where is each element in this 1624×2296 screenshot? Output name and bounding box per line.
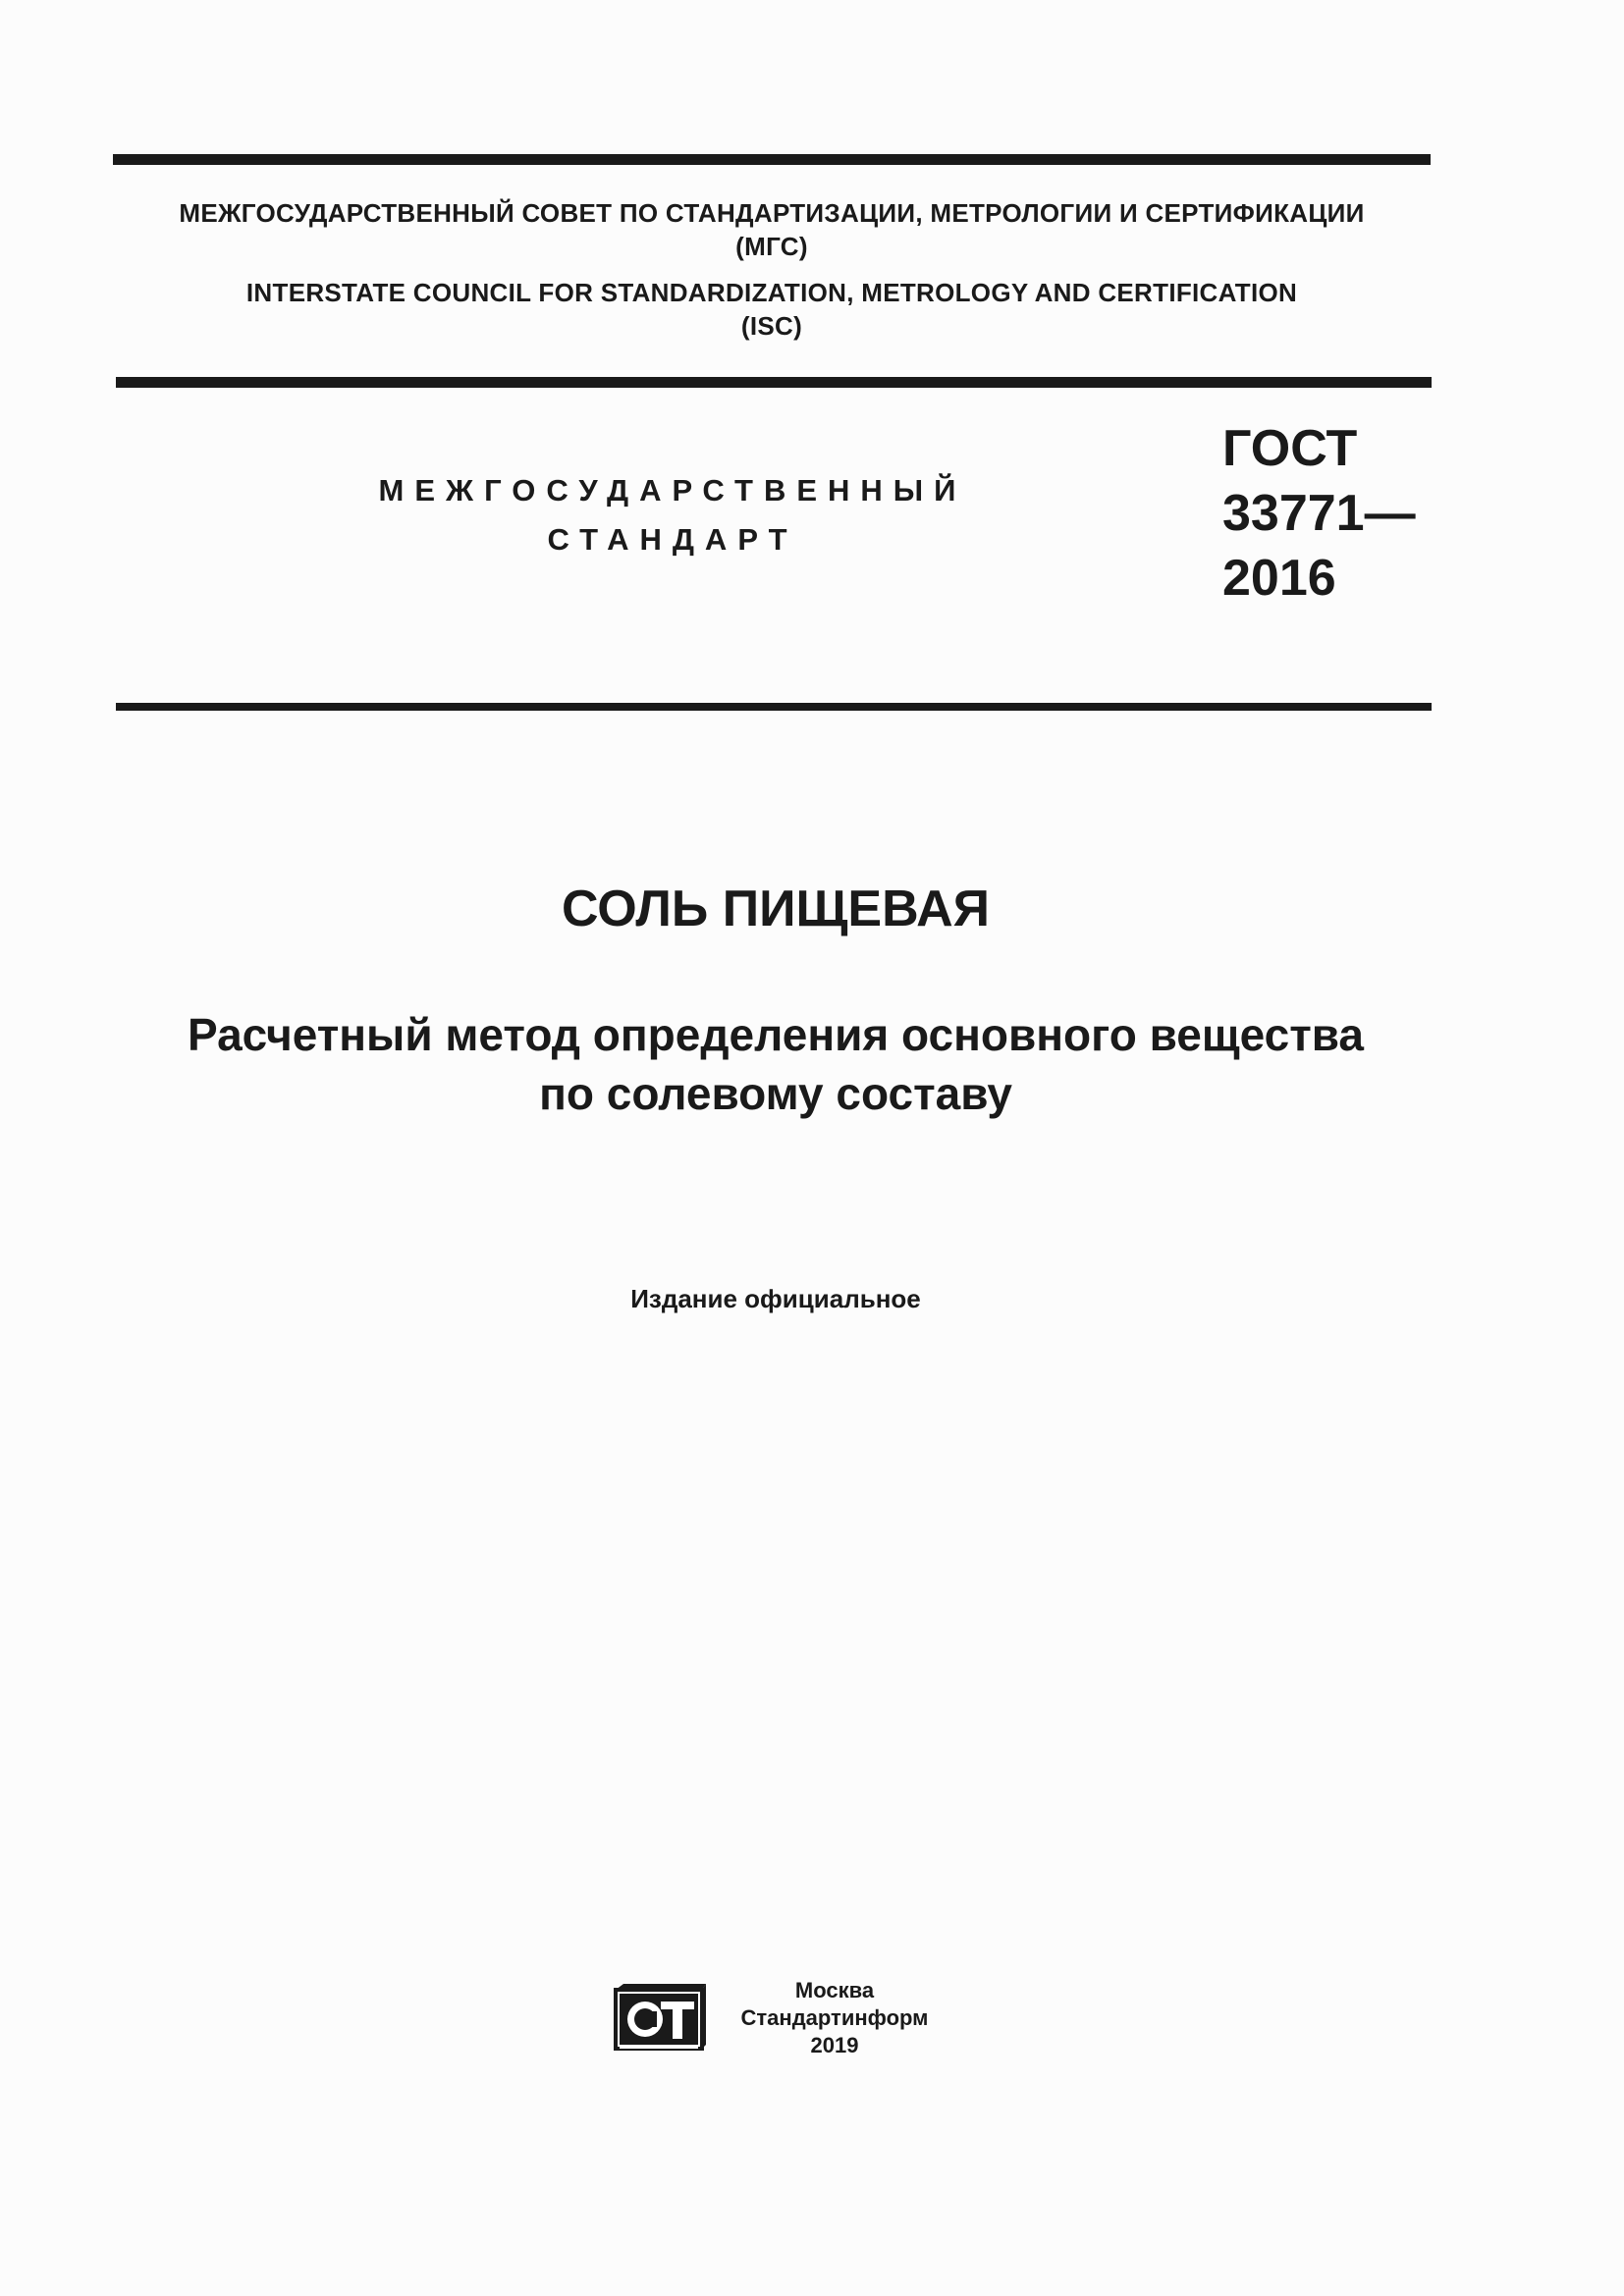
publisher-name: Стандартинформ xyxy=(740,2005,929,2030)
council-abbr-ru: (МГС) xyxy=(735,232,808,261)
standard-type-line-1: МЕЖГОСУДАРСТВЕННЫЙ xyxy=(378,473,967,507)
council-abbr-en: (ISC) xyxy=(740,311,803,341)
council-name-ru: МЕЖГОСУДАРСТВЕННЫЙ СОВЕТ ПО СТАНДАРТИЗАЦИИ, МЕТРОЛОГИИ И СЕРТИФИКАЦИИ xyxy=(179,198,1365,228)
document-subtitle-line-2: по солевому составу xyxy=(539,1068,1012,1119)
publisher-block xyxy=(717,1977,952,2059)
header-bottom-rule xyxy=(116,377,1432,388)
top-rule xyxy=(113,154,1431,165)
document-subtitle-line-1: Расчетный метод определения основного вещества xyxy=(188,1009,1364,1060)
document-title: СОЛЬ ПИЩЕВАЯ xyxy=(561,881,991,937)
standard-type-line-2: СТАНДАРТ xyxy=(547,522,798,557)
designation-bottom-rule xyxy=(116,703,1432,711)
document-subtitle xyxy=(0,1005,1551,1123)
publisher-city: Москва xyxy=(794,1978,875,2002)
official-edition-label: Издание официальное xyxy=(630,1284,921,1313)
publication-year: 2019 xyxy=(810,2033,859,2057)
council-name-en: INTERSTATE COUNCIL FOR STANDARDIZATION, METROLOGY AND CERTIFICATION xyxy=(245,278,1298,307)
standartinform-logo-icon xyxy=(612,1980,706,2055)
gost-number: ГОСТ 33771— 2016 xyxy=(1222,420,1416,607)
